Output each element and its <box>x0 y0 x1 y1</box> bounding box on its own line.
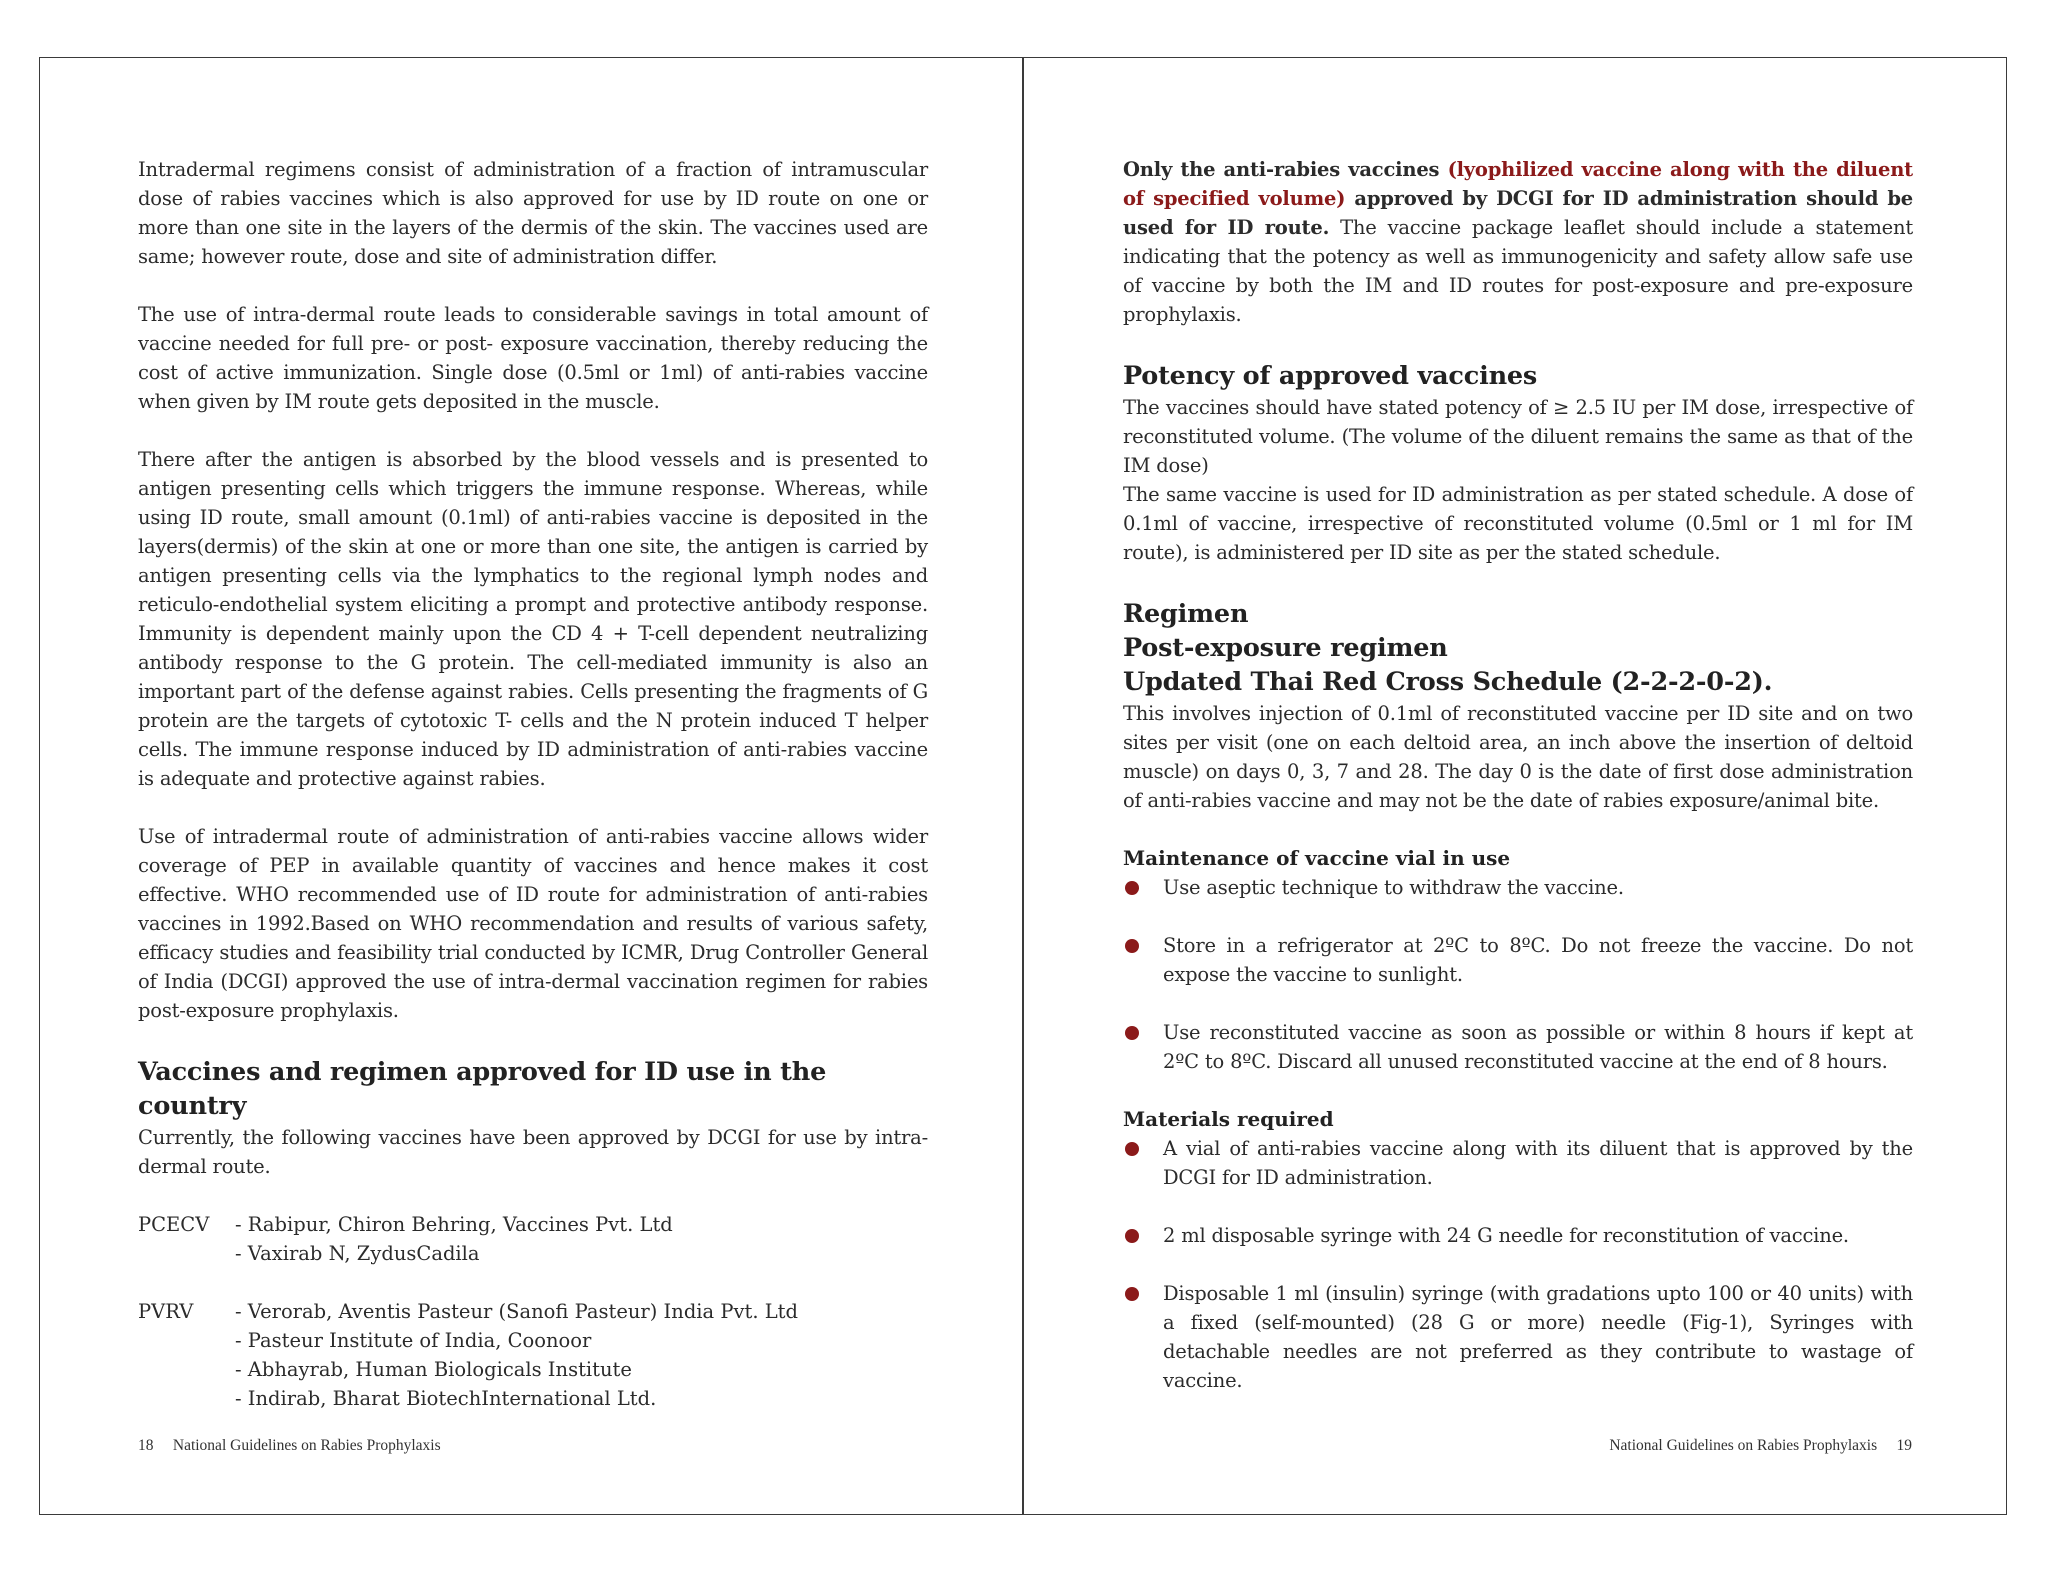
maintenance-list <box>1123 873 1913 1076</box>
lead-bold-text: Only the anti-rabies vaccines <box>1123 158 1448 181</box>
vaccine-code: PVRV <box>138 1300 194 1323</box>
heading-thai-red-cross: Updated Thai Red Cross Schedule (2-2-2-0-2). <box>1123 667 1773 697</box>
vaccine-group-pvrv <box>138 1297 928 1413</box>
vaccine-group-pcecv <box>138 1210 928 1268</box>
footer-title: National Guidelines on Rabies Prophylaxis <box>172 1437 441 1454</box>
list-item: A vial of anti-rabies vaccine along with its diluent that is approved by the DCGI for ID administration. <box>1123 1134 1913 1192</box>
footer-right <box>1609 1436 1912 1456</box>
paragraph-thai-schedule: This involves injection of 0.1ml of reconstituted vaccine per ID site and on two sites per visit (one on each deltoid area, an inch above the insertion of deltoid muscle) on days 0, 3, 7 and 28. The day 0 is the date of first dose administration of anti-rabies vaccine and may not be the date of rabies exposure/animal bite. <box>1123 702 1913 812</box>
paragraph-intra-dermal-savings: The use of intra-dermal route leads to considerable savings in total amount of vaccine needed for full pre- or post- exposure vaccination, thereby reducing the cost of active immunization. Single dose (0.5ml or 1ml) of anti-rabies vaccine when given by IM route gets deposited in the muscle. <box>138 303 928 413</box>
list-item: Store in a refrigerator at 2ºC to 8ºC. Do not freeze the vaccine. Do not expose the vaccine to sunlight. <box>1123 931 1913 989</box>
paragraph-approved-vaccines-note <box>1123 155 1913 329</box>
vaccine-item: - Abhayrab, Human Biologicals Institute <box>235 1358 632 1381</box>
list-item: Disposable 1 ml (insulin) syringe (with gradations upto 100 or 40 units) with a fixed (self-mounted) (28 G or more) needle (Fig-1), Syringes with detachable needles are not preferred as they contribute to wastage of vaccine. <box>1123 1279 1913 1395</box>
lead-bold-text-2: approved by DCGI for ID administration should be used for ID route. <box>1123 187 1913 239</box>
vaccine-item: - Vaxirab N, ZydusCadila <box>235 1242 480 1265</box>
paragraph-potency-1: The vaccines should have stated potency of ≥ 2.5 IU per IM dose, irrespective of reconstituted volume. (The volume of the diluent remains the same as that of the IM dose) <box>1123 396 1913 477</box>
heading-regimen: Regimen <box>1123 599 1249 629</box>
vaccine-item: - Rabipur, Chiron Behring, Vaccines Pvt. Ltd <box>235 1213 673 1236</box>
bullet-icon <box>1125 1229 1139 1243</box>
lead-rest-text: The vaccine package leaflet should include a statement indicating that the potency as well as immunogenicity and safety allow safe use of vaccine by both the IM and ID routes for post-exposure and pre-exposure prophylaxis. <box>1123 216 1913 326</box>
bullet-icon <box>1125 1287 1139 1301</box>
lead-red-text: (lyophilized vaccine along with the diluent of specified volume) <box>1123 158 1913 210</box>
page-number: 19 <box>1896 1437 1912 1454</box>
heading-maintenance: Maintenance of vaccine vial in use <box>1123 846 1511 870</box>
vaccine-code: PCECV <box>138 1213 210 1236</box>
list-item: Use reconstituted vaccine as soon as possible or within 8 hours if kept at 2ºC to 8ºC. Discard all unused reconstituted vaccine at the end of 8 hours. <box>1123 1018 1913 1076</box>
heading-materials: Materials required <box>1123 1107 1334 1131</box>
paragraph-vaccines-intro: Currently, the following vaccines have been approved by DCGI for use by intra-dermal route. <box>138 1126 928 1178</box>
list-item: Use aseptic technique to withdraw the vaccine. <box>1123 873 1913 902</box>
bullet-icon <box>1125 881 1139 895</box>
heading-vaccines-approved: Vaccines and regimen approved for ID use in the country <box>138 1057 827 1121</box>
paragraph-intradermal-regimens: Intradermal regimens consist of administration of a fraction of intramuscular dose of rabies vaccines which is also approved for use by ID route on one or more than one site in the layers of the dermis of the skin. The vaccines used are same; however route, dose and site of administration differ. <box>138 158 928 268</box>
paragraph-antigen-response: There after the antigen is absorbed by the blood vessels and is presented to antigen presenting cells which triggers the immune response. Whereas, while using ID route, small amount (0.1ml) of anti-rabies vaccine is deposited in the layers(dermis) of the skin at one or more than one site, the antigen is carried by antigen presenting cells via the lymphatics to the regional lymph nodes and reticulo-endothelial system eliciting a prompt and protective antibody response. Immunity is dependent mainly upon the CD 4 + T-cell dependent neutralizing antibody response to the G protein. The cell-mediated immunity is also an important part of the defense against rabies. Cells presenting the fragments of G protein are the targets of cytotoxic T- cells and the N protein induced T helper cells. The immune response induced by ID administration of anti-rabies vaccine is adequate and protective against rabies. <box>138 448 928 790</box>
materials-list <box>1123 1134 1913 1395</box>
page-number: 18 <box>138 1437 154 1454</box>
spine-divider <box>1022 57 1024 1515</box>
paragraph-id-route-coverage: Use of intradermal route of administration of anti-rabies vaccine allows wider coverage of PEP in available quantity of vaccines and hence makes it cost effective. WHO recommended use of ID route for administration of anti-rabies vaccines in 1992.Based on WHO recommendation and results of various safety, efficacy studies and feasibility trial conducted by ICMR, Drug Controller General of India (DCGI) approved the use of intra-dermal vaccination regimen for rabies post-exposure prophylaxis. <box>138 825 928 1022</box>
paragraph-potency-2: The same vaccine is used for ID administration as per stated schedule. A dose of 0.1ml of vaccine, irrespective of reconstituted volume (0.5ml or 1 ml for IM route), is administered per ID site as per the stated schedule. <box>1123 483 1913 564</box>
bullet-icon <box>1125 1142 1139 1156</box>
bullet-icon <box>1125 1026 1139 1040</box>
vaccine-item: - Indirab, Bharat BiotechInternational Ltd. <box>235 1387 657 1410</box>
footer-left <box>138 1436 441 1456</box>
list-item: 2 ml disposable syringe with 24 G needle for reconstitution of vaccine. <box>1123 1221 1913 1250</box>
vaccine-item: - Verorab, Aventis Pasteur (Sanofi Pasteur) India Pvt. Ltd <box>235 1300 799 1323</box>
footer-title: National Guidelines on Rabies Prophylaxis <box>1609 1437 1878 1454</box>
heading-potency: Potency of approved vaccines <box>1123 361 1538 391</box>
vaccine-item: - Pasteur Institute of India, Coonoor <box>235 1329 592 1352</box>
bullet-icon <box>1125 939 1139 953</box>
right-page <box>1123 155 1913 1395</box>
left-page <box>138 155 928 1413</box>
heading-post-exposure: Post-exposure regimen <box>1123 633 1448 663</box>
